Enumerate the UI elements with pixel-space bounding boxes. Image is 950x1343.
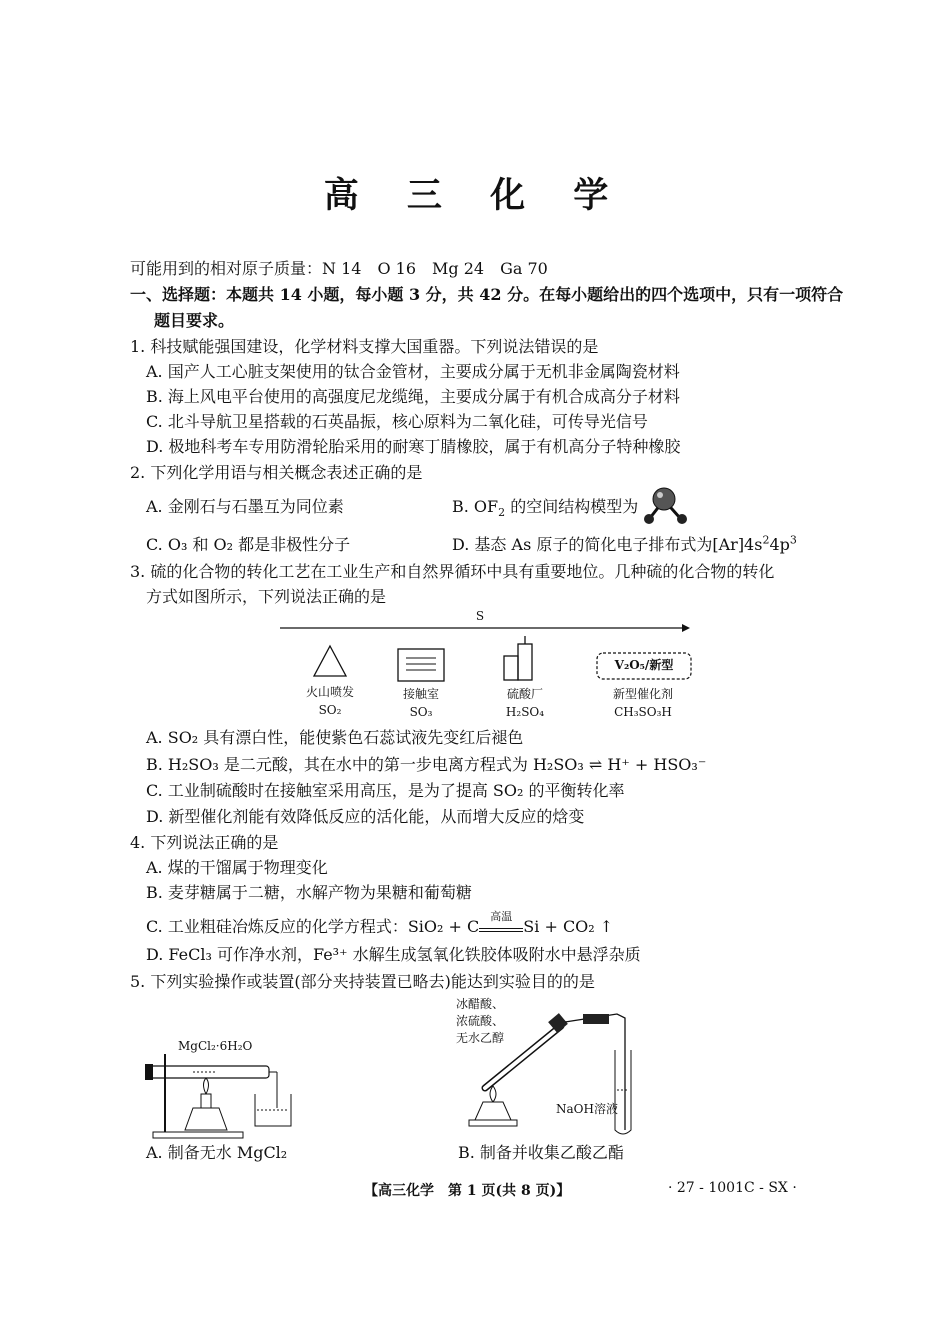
q2-stem: 2. 下列化学用语与相关概念表述正确的是: [130, 463, 423, 482]
q3-stem-1: 3. 硫的化合物的转化工艺在工业生产和自然界循环中具有重要地位。几种硫的化合物的转化: [130, 562, 775, 581]
item-4-formula: CH₃SO₃H: [614, 705, 672, 719]
arrow-label: S: [475, 609, 485, 623]
catalyst-box-label: V₂O₅/新型: [614, 658, 674, 672]
q5-caption-b: B. 制备并收集乙酸乙酯: [458, 1143, 624, 1162]
item-4-name: 新型催化剂: [612, 687, 673, 701]
volcano-triangle-icon: [312, 644, 348, 678]
item-3-name: 硫酸厂: [506, 687, 543, 701]
reagent-line-2: 浓硫酸、: [456, 1014, 505, 1028]
item-1-formula: SO₂: [318, 703, 342, 717]
naoh-solution-label: NaOH溶液: [556, 1102, 618, 1116]
q4-option-b: B. 麦芽糖属于二糖，水解产物为果糖和葡萄糖: [146, 883, 472, 902]
q3-option-a: A. SO₂ 具有漂白性，能使紫色石蕊试液先变红后褪色: [146, 728, 524, 747]
q2-option-b: B. $OF_2$ 的空间结构模型为: [452, 497, 639, 520]
of2-molecule-model: [640, 486, 692, 526]
item-2-formula: SO₃: [409, 705, 433, 719]
q3-option-d: D. 新型催化剂能有效降低反应的活化能，从而增大反应的焓变: [146, 807, 585, 826]
q4-option-d: D. FeCl₃ 可作净水剂，Fe³⁺ 水解生成氢氧化铁胶体吸附水中悬浮杂质: [146, 945, 641, 964]
q4-option-a: A. 煤的干馏属于物理变化: [146, 858, 328, 877]
q3-stem-2: 方式如图所示，下列说法正确的是: [146, 587, 387, 606]
item-1-name: 火山喷发: [305, 685, 354, 699]
mgcl2-apparatus: [145, 1050, 295, 1140]
mgcl2-reagent-label: MgCl₂·6H₂O: [178, 1039, 253, 1053]
reaction-condition: 高温: [490, 910, 513, 923]
q2-option-c: C. O₃ 和 O₂ 都是非极性分子: [146, 535, 351, 554]
q3-option-c: C. 工业制硫酸时在接触室采用高压，是为了提高 SO₂ 的平衡转化率: [146, 781, 625, 800]
q2-option-d: D. 基态 As 原子的简化电子排布式为$[Ar]4s^24p^3$: [452, 533, 797, 554]
page-title: 高 三 化 学: [323, 176, 627, 216]
footer-page-info: 【高三化学 第 1 页(共 8 页)】: [364, 1183, 571, 1199]
item-2-name: 接触室: [402, 687, 439, 701]
transformation-arrow: [280, 622, 690, 634]
section-heading: 一、选择题：本题共 14 小题，每小题 3 分，共 42 分。在每小题给出的四个选项中，只有一项符合: [130, 285, 844, 304]
q2-option-a: A. 金刚石与石墨互为同位素: [146, 497, 344, 516]
atomic-mass-line: 可能用到的相对原子质量：N 14 O 16 Mg 24 Ga 70: [130, 259, 548, 278]
q1-option-a: A. 国产人工心脏支架使用的钛合金管材，主要成分属于无机非金属陶瓷材料: [146, 362, 680, 381]
q1-option-b: B. 海上风电平台使用的高强度尼龙缆绳，主要成分属于有机合成高分子材料: [146, 387, 680, 406]
reagent-line-1: 冰醋酸、: [456, 997, 505, 1011]
reagent-line-3: 无水乙醇: [456, 1031, 505, 1045]
contact-chamber-icon: [397, 648, 445, 682]
item-3-formula: H₂SO₄: [505, 705, 545, 719]
footer-code: · 27 - 1001C - SX ·: [668, 1180, 797, 1196]
q4-stem: 4. 下列说法正确的是: [130, 833, 279, 852]
q3-option-b: B. H₂SO₃ 是二元酸，其在水中的第一步电离方程式为 H₂SO₃ ⇌ H⁺ + HSO₃⁻: [146, 755, 707, 774]
ester-apparatus: [465, 1010, 655, 1140]
q1-option-d: D. 极地科考车专用防滑轮胎采用的耐寒丁腈橡胶，属于有机高分子特种橡胶: [146, 437, 681, 456]
q5-stem: 5. 下列实验操作或装置(部分夹持装置已略去)能达到实验目的的是: [130, 972, 595, 991]
section-heading-cont: 题目要求。: [154, 311, 235, 330]
q1-option-c: C. 北斗导航卫星搭载的石英晶振，核心原料为二氧化硅，可传导光信号: [146, 412, 648, 431]
q1-stem: 1. 科技赋能强国建设，化学材料支撑大国重器。下列说法错误的是: [130, 337, 599, 356]
q5-caption-a: A. 制备无水 MgCl₂: [146, 1143, 288, 1162]
factory-icon: [502, 636, 538, 682]
q4-option-c: C. 工业粗硅冶炼反应的化学方程式：SiO₂ + C 高温 Si + CO₂ ↑: [146, 916, 613, 938]
